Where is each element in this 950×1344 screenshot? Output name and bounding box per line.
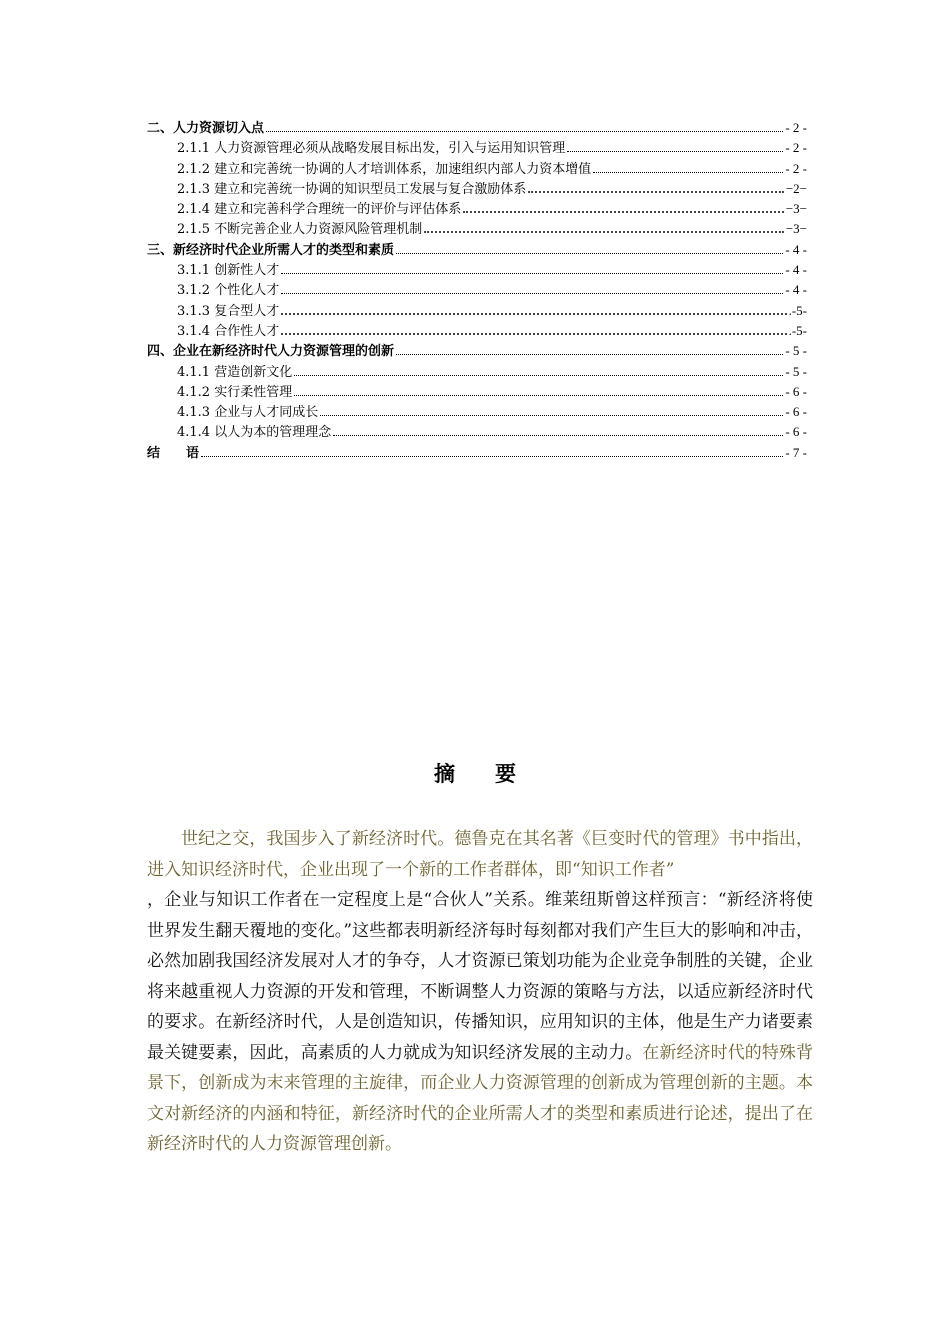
toc-entry-title: 4.1.4 以人为本的管理理念 [177,425,332,441]
toc-entry-title: 4.1.3 企业与人才同成长 [177,405,319,421]
toc-entry-page: - 4 - [785,282,807,298]
toc-entry-page: - 6 - [785,383,807,399]
toc-entry-page: - 7 - [785,444,807,460]
toc-entry-page: - 5 - [785,363,807,379]
toc-entry[interactable] [147,382,807,402]
toc-leader [201,455,783,457]
toc-entry-title: 2.1.3 建立和完善统一协调的知识型员工发展与复合激励体系 [177,181,527,197]
toc-entry-page: - 6 - [785,424,807,440]
toc-entry-title: 二、人力资源切入点 [147,121,265,136]
toc-entry[interactable] [147,280,807,300]
toc-leader [281,272,783,274]
abstract-paragraph-2 [147,885,813,1160]
toc-entry-title: 4.1.1 营造创新文化 [177,364,293,380]
abstract-paragraph-2-main: ，企业与知识工作者在一定程度上是“合伙人”关系。维莱纽斯曾这样预言：“新经济将使世界发生翻天覆地的变化。”这些都表明新经济每时每刻都对我们产生巨大的影响和冲击，必然加剧我国经济发展对人才的争夺，人才资源已策划功能为企业竞争制胜的关键，企业将来越重视人力资源的开发和管理，不断调整人力资源的策略与方法，以适应新经济时代的要求。在新经济时代，人是创造知识，传播知识，应用知识的主体，他是生产力诸要素最关键要素，因此，高素质的人力就成为知识经济发展的主动力。 [147,890,813,1063]
toc-leader [567,150,783,152]
abstract-paragraph-1: 世纪之交，我国步入了新经济时代。德鲁克在其名著《巨变时代的管理》书中指出，进入知识经济时代，企业出现了一个新的工作者群体，即“知识工作者” [147,829,813,880]
toc-entry-page: - 4 - [785,241,807,257]
toc-entry-page: - 2 - [785,160,807,176]
toc-entry-title: 3.1.4 合作性人才 [177,323,280,339]
toc-leader [266,130,783,132]
toc-entry-page: −2− [785,180,807,196]
toc-entry-title: 4.1.2 实行柔性管理 [177,384,293,400]
toc-entry[interactable] [147,402,807,422]
toc-entry[interactable] [147,422,807,442]
toc-entry[interactable] [147,179,807,199]
toc-entry-page: - 2 - [785,120,807,135]
toc-entry[interactable] [147,219,807,239]
toc-entry-title: 2.1.4 建立和完善科学合理统一的评价与评估体系 [177,202,462,218]
abstract-heading: 摘要 [434,762,556,786]
toc-entry-title: 2.1.1 人力资源管理必须从战略发展目标出发，引入与运用知识管理 [177,141,566,157]
toc-entry-title: 3.1.3 复合型人才 [177,303,280,319]
toc-leader [294,374,783,376]
toc-leader [294,394,783,396]
toc-leader [281,312,786,315]
toc-entry[interactable] [147,260,807,280]
toc-entry-page: −3− [785,201,807,217]
toc-entry[interactable] [147,341,807,361]
toc-entry[interactable] [147,240,807,260]
toc-entry-page: - 4 - [785,262,807,278]
toc-entry-page: - 2 - [785,140,807,156]
toc-leader [281,332,786,335]
toc-entry[interactable] [147,138,807,158]
toc-leader [424,230,784,233]
toc-entry-page: −3− [785,221,807,237]
toc-entry-title: 2.1.2 建立和完善统一协调的人才培训体系，加速组织内部人力资本增值 [177,161,592,177]
abstract-paragraph-2-highlight: 在新经济时代的特殊背景下，创新成为末来管理的主旋律，而企业人力资源管理的创新成为管理创新的主题。本文对新经济的内涵和特征，新经济时代的企业所需人才的类型和素质进行论述，提出了在新经济时代的人力资源管理创新。 [147,1042,814,1154]
toc-entry-title: 结 语 [147,445,200,461]
toc-entry[interactable] [147,199,807,219]
toc-entry-page: .-5- [788,322,807,338]
table-of-contents [147,118,807,463]
toc-leader [593,171,783,173]
toc-leader [320,414,783,416]
toc-leader [528,190,784,193]
toc-entry-title: 三、新经济时代企业所需人才的类型和素质 [147,242,395,258]
toc-leader [463,210,784,213]
toc-leader [396,252,783,254]
toc-entry-page: - 6 - [785,404,807,420]
abstract-body [147,824,813,1160]
toc-entry[interactable] [147,159,807,179]
toc-entry-title: 3.1.2 个性化人才 [177,283,280,299]
toc-entry-title: 四、企业在新经济时代人力资源管理的创新 [147,344,395,360]
toc-leader [396,353,783,355]
toc-entry-title: 3.1.1 创新性人才 [177,263,280,279]
toc-entry-page: - 5 - [785,343,807,359]
toc-entry[interactable] [147,118,807,138]
toc-leader [333,434,783,436]
toc-entry-page: .-5- [788,302,807,318]
toc-entry[interactable] [147,443,807,463]
toc-entry-title: 2.1.5 不断完善企业人力资源风险管理机制 [177,222,423,238]
toc-entry[interactable] [147,301,807,321]
toc-entry[interactable] [147,321,807,341]
toc-leader [281,292,783,294]
toc-entry[interactable] [147,362,807,382]
